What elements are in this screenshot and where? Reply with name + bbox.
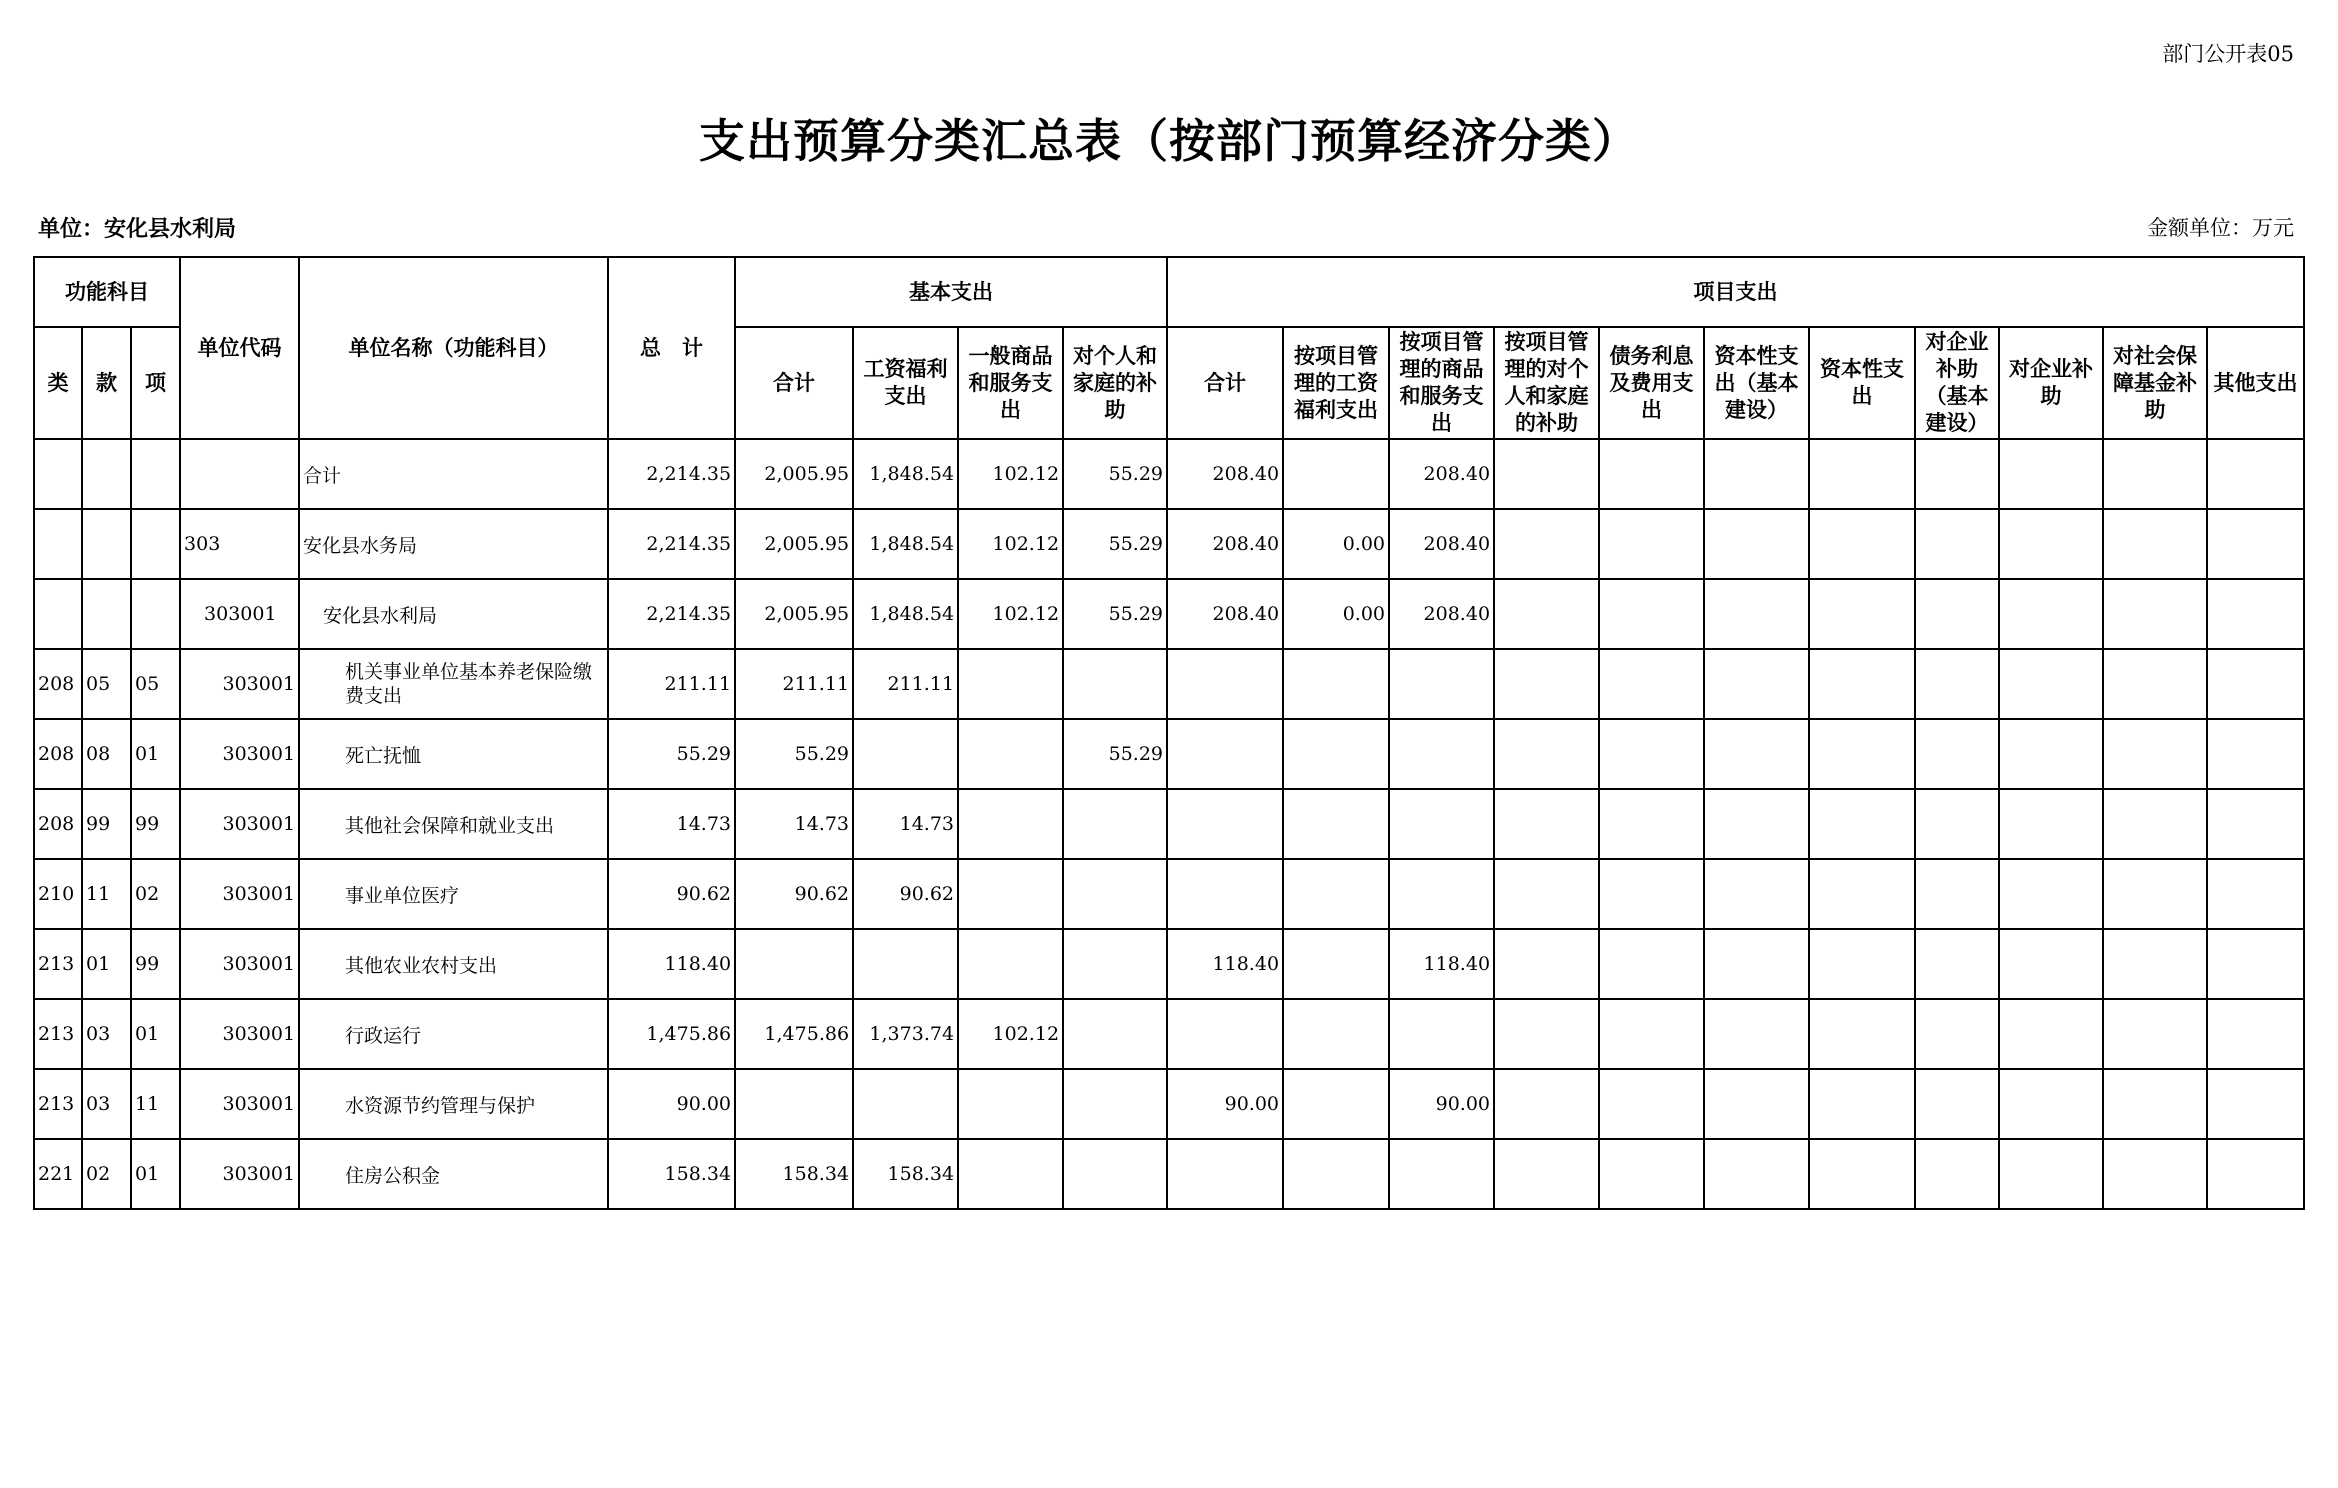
empty-cell <box>1915 929 1999 999</box>
cell-kuan: 03 <box>82 1069 131 1139</box>
empty-cell <box>1809 579 1915 649</box>
header-project-enterprise-infra: 对企业补助（基本建设） <box>1915 327 1999 439</box>
cell-kuan: 05 <box>82 649 131 719</box>
empty-cell <box>1494 929 1599 999</box>
header-basic-wage: 工资福利支出 <box>853 327 958 439</box>
cell-b-total: 55.29 <box>735 719 853 789</box>
table-row <box>34 929 2304 999</box>
empty-cell <box>1599 649 1704 719</box>
header-project-wage: 按项目管理的工资福利支出 <box>1283 327 1389 439</box>
empty-cell <box>1494 509 1599 579</box>
cell-lei: 208 <box>34 649 82 719</box>
cell-p-goods: 118.40 <box>1389 929 1494 999</box>
cell-b-total: 2,005.95 <box>735 509 853 579</box>
header-project-personal: 按项目管理的对个人和家庭的补助 <box>1494 327 1599 439</box>
empty-cell <box>1999 579 2103 649</box>
cell-xiang <box>131 509 180 579</box>
empty-cell <box>1494 649 1599 719</box>
header-project-debt: 债务利息及费用支出 <box>1599 327 1704 439</box>
empty-cell <box>1599 859 1704 929</box>
empty-cell <box>2207 1069 2304 1139</box>
cell-p-total <box>1167 789 1283 859</box>
cell-code: 303001 <box>180 1139 299 1209</box>
cell-total: 90.00 <box>608 1069 735 1139</box>
cell-name: 事业单位医疗 <box>299 859 608 929</box>
empty-cell <box>1704 789 1809 859</box>
cell-b-total: 158.34 <box>735 1139 853 1209</box>
cell-code: 303001 <box>180 859 299 929</box>
empty-cell <box>1915 579 1999 649</box>
empty-cell <box>1809 719 1915 789</box>
cell-p-total <box>1167 859 1283 929</box>
empty-cell <box>2207 719 2304 789</box>
cell-p-wage <box>1283 1069 1389 1139</box>
header-project-other: 其他支出 <box>2207 327 2304 439</box>
empty-cell <box>1599 509 1704 579</box>
empty-cell <box>1915 509 1999 579</box>
cell-b-wage: 1,373.74 <box>853 999 958 1069</box>
cell-total: 211.11 <box>608 649 735 719</box>
header-lei: 类 <box>34 327 82 439</box>
cell-p-goods <box>1389 649 1494 719</box>
cell-total: 158.34 <box>608 1139 735 1209</box>
cell-b-wage <box>853 1069 958 1139</box>
empty-cell <box>1494 1069 1599 1139</box>
cell-b-personal <box>1063 859 1167 929</box>
cell-b-goods: 102.12 <box>958 999 1063 1069</box>
cell-kuan: 11 <box>82 859 131 929</box>
cell-xiang: 01 <box>131 1139 180 1209</box>
cell-lei: 221 <box>34 1139 82 1209</box>
cell-b-total: 2,005.95 <box>735 439 853 509</box>
cell-p-total <box>1167 1139 1283 1209</box>
header-total: 总 计 <box>608 257 735 439</box>
cell-b-goods <box>958 859 1063 929</box>
cell-p-goods <box>1389 859 1494 929</box>
header-project-capital-infra: 资本性支出（基本建设） <box>1704 327 1809 439</box>
empty-cell <box>1915 1069 1999 1139</box>
empty-cell <box>1599 1139 1704 1209</box>
cell-p-goods: 208.40 <box>1389 509 1494 579</box>
page-title: 支出预算分类汇总表（按部门预算经济分类） <box>699 114 1639 168</box>
empty-cell <box>1704 999 1809 1069</box>
empty-cell <box>1999 439 2103 509</box>
empty-cell <box>1704 859 1809 929</box>
cell-b-personal <box>1063 999 1167 1069</box>
cell-kuan <box>82 509 131 579</box>
empty-cell <box>1999 509 2103 579</box>
empty-cell <box>2207 789 2304 859</box>
cell-b-wage: 1,848.54 <box>853 509 958 579</box>
empty-cell <box>1915 439 1999 509</box>
empty-cell <box>1915 649 1999 719</box>
cell-p-total: 118.40 <box>1167 929 1283 999</box>
cell-xiang <box>131 439 180 509</box>
cell-b-goods: 102.12 <box>958 439 1063 509</box>
empty-cell <box>1999 1139 2103 1209</box>
cell-xiang: 02 <box>131 859 180 929</box>
cell-code: 303001 <box>180 929 299 999</box>
empty-cell <box>1915 789 1999 859</box>
cell-code: 303001 <box>180 999 299 1069</box>
empty-cell <box>1999 789 2103 859</box>
cell-b-goods: 102.12 <box>958 579 1063 649</box>
header-func-subject: 功能科目 <box>34 257 180 327</box>
cell-b-wage: 90.62 <box>853 859 958 929</box>
header-unit-name: 单位名称（功能科目） <box>299 257 608 439</box>
empty-cell <box>1809 929 1915 999</box>
cell-lei: 213 <box>34 929 82 999</box>
empty-cell <box>2207 929 2304 999</box>
empty-cell <box>1494 789 1599 859</box>
cell-total: 2,214.35 <box>608 509 735 579</box>
empty-cell <box>2103 1069 2207 1139</box>
cell-b-goods <box>958 789 1063 859</box>
cell-kuan <box>82 439 131 509</box>
cell-code <box>180 439 299 509</box>
empty-cell <box>1809 789 1915 859</box>
empty-cell <box>2103 999 2207 1069</box>
cell-total: 14.73 <box>608 789 735 859</box>
cell-code: 303001 <box>180 719 299 789</box>
empty-cell <box>2103 859 2207 929</box>
empty-cell <box>2103 789 2207 859</box>
cell-b-goods: 102.12 <box>958 509 1063 579</box>
cell-xiang: 01 <box>131 999 180 1069</box>
empty-cell <box>1809 859 1915 929</box>
cell-code: 303001 <box>180 579 299 649</box>
header-basic-personal: 对个人和家庭的补助 <box>1063 327 1167 439</box>
empty-cell <box>2207 439 2304 509</box>
header-basic: 基本支出 <box>735 257 1167 327</box>
empty-cell <box>2103 1139 2207 1209</box>
empty-cell <box>1809 649 1915 719</box>
empty-cell <box>1704 579 1809 649</box>
cell-p-wage: 0.00 <box>1283 509 1389 579</box>
empty-cell <box>2103 509 2207 579</box>
cell-code: 303001 <box>180 649 299 719</box>
cell-b-total: 14.73 <box>735 789 853 859</box>
table-row <box>34 649 2304 719</box>
empty-cell <box>1999 929 2103 999</box>
cell-name: 安化县水务局 <box>299 509 608 579</box>
cell-lei: 210 <box>34 859 82 929</box>
cell-p-goods <box>1389 719 1494 789</box>
empty-cell <box>2207 999 2304 1069</box>
cell-p-wage <box>1283 929 1389 999</box>
cell-p-total <box>1167 999 1283 1069</box>
cell-b-total: 211.11 <box>735 649 853 719</box>
unit-label: 单位：安化县水利局 <box>38 216 237 242</box>
cell-p-goods <box>1389 789 1494 859</box>
cell-code: 303001 <box>180 1069 299 1139</box>
table-row <box>34 439 2304 509</box>
cell-kuan: 99 <box>82 789 131 859</box>
empty-cell <box>1999 1069 2103 1139</box>
empty-cell <box>1915 719 1999 789</box>
cell-b-personal: 55.29 <box>1063 719 1167 789</box>
cell-total: 55.29 <box>608 719 735 789</box>
cell-b-goods <box>958 1139 1063 1209</box>
empty-cell <box>1494 999 1599 1069</box>
cell-p-total: 208.40 <box>1167 509 1283 579</box>
table-row <box>34 1069 2304 1139</box>
cell-name: 水资源节约管理与保护 <box>299 1069 608 1139</box>
cell-total: 90.62 <box>608 859 735 929</box>
empty-cell <box>2103 929 2207 999</box>
cell-name: 安化县水利局 <box>299 579 608 649</box>
empty-cell <box>2103 579 2207 649</box>
empty-cell <box>1999 649 2103 719</box>
cell-kuan: 03 <box>82 999 131 1069</box>
cell-p-wage: 0.00 <box>1283 579 1389 649</box>
cell-kuan: 08 <box>82 719 131 789</box>
cell-lei: 213 <box>34 999 82 1069</box>
empty-cell <box>1809 999 1915 1069</box>
cell-xiang: 11 <box>131 1069 180 1139</box>
empty-cell <box>2103 719 2207 789</box>
table-row <box>34 579 2304 649</box>
currency-unit-label: 金额单位：万元 <box>2147 216 2294 240</box>
empty-cell <box>2103 439 2207 509</box>
empty-cell <box>2207 859 2304 929</box>
cell-b-total: 90.62 <box>735 859 853 929</box>
cell-b-personal: 55.29 <box>1063 579 1167 649</box>
cell-b-personal: 55.29 <box>1063 509 1167 579</box>
cell-xiang: 01 <box>131 719 180 789</box>
cell-b-wage: 158.34 <box>853 1139 958 1209</box>
empty-cell <box>1599 579 1704 649</box>
cell-b-goods <box>958 1069 1063 1139</box>
empty-cell <box>1494 859 1599 929</box>
cell-lei: 208 <box>34 719 82 789</box>
cell-p-wage <box>1283 719 1389 789</box>
table-row <box>34 789 2304 859</box>
header-basic-goods: 一般商品和服务支出 <box>958 327 1063 439</box>
cell-p-wage <box>1283 999 1389 1069</box>
cell-name: 其他社会保障和就业支出 <box>299 789 608 859</box>
cell-lei <box>34 579 82 649</box>
empty-cell <box>1599 1069 1704 1139</box>
table-row <box>34 509 2304 579</box>
cell-p-goods: 90.00 <box>1389 1069 1494 1139</box>
empty-cell <box>1599 439 1704 509</box>
cell-b-personal <box>1063 649 1167 719</box>
cell-b-wage: 1,848.54 <box>853 439 958 509</box>
cell-total: 118.40 <box>608 929 735 999</box>
empty-cell <box>1704 509 1809 579</box>
cell-name: 住房公积金 <box>299 1139 608 1209</box>
header-project-social-fund: 对社会保障基金补助 <box>2103 327 2207 439</box>
cell-xiang: 99 <box>131 929 180 999</box>
cell-b-wage: 14.73 <box>853 789 958 859</box>
cell-b-personal <box>1063 1139 1167 1209</box>
header-kuan: 款 <box>82 327 131 439</box>
empty-cell <box>1494 439 1599 509</box>
header-project-enterprise: 对企业补助 <box>1999 327 2103 439</box>
empty-cell <box>1809 1139 1915 1209</box>
empty-cell <box>1809 509 1915 579</box>
header-basic-total: 合计 <box>735 327 853 439</box>
cell-b-goods <box>958 719 1063 789</box>
empty-cell <box>1704 719 1809 789</box>
cell-p-total: 208.40 <box>1167 439 1283 509</box>
cell-lei: 208 <box>34 789 82 859</box>
empty-cell <box>1999 859 2103 929</box>
cell-kuan: 01 <box>82 929 131 999</box>
empty-cell <box>1599 929 1704 999</box>
cell-b-personal <box>1063 789 1167 859</box>
empty-cell <box>2103 649 2207 719</box>
cell-p-total <box>1167 649 1283 719</box>
cell-name: 死亡抚恤 <box>299 719 608 789</box>
empty-cell <box>1999 999 2103 1069</box>
cell-kuan <box>82 579 131 649</box>
header-project-goods: 按项目管理的商品和服务支出 <box>1389 327 1494 439</box>
cell-b-goods <box>958 649 1063 719</box>
form-code: 部门公开表05 <box>2162 42 2294 66</box>
empty-cell <box>1599 999 1704 1069</box>
table-row <box>34 859 2304 929</box>
header-project: 项目支出 <box>1167 257 2304 327</box>
empty-cell <box>1494 579 1599 649</box>
empty-cell <box>1915 1139 1999 1209</box>
cell-b-total: 2,005.95 <box>735 579 853 649</box>
cell-p-total: 208.40 <box>1167 579 1283 649</box>
cell-b-total <box>735 929 853 999</box>
cell-p-goods: 208.40 <box>1389 439 1494 509</box>
empty-cell <box>2207 509 2304 579</box>
cell-p-wage <box>1283 789 1389 859</box>
cell-p-wage <box>1283 649 1389 719</box>
cell-p-wage <box>1283 1139 1389 1209</box>
empty-cell <box>2207 1139 2304 1209</box>
cell-lei <box>34 439 82 509</box>
empty-cell <box>1494 719 1599 789</box>
table-row <box>34 1139 2304 1209</box>
empty-cell <box>1809 1069 1915 1139</box>
cell-xiang <box>131 579 180 649</box>
cell-total: 2,214.35 <box>608 439 735 509</box>
empty-cell <box>1915 999 1999 1069</box>
cell-total: 2,214.35 <box>608 579 735 649</box>
empty-cell <box>1915 859 1999 929</box>
cell-p-wage <box>1283 859 1389 929</box>
cell-p-wage <box>1283 439 1389 509</box>
cell-b-wage <box>853 719 958 789</box>
cell-xiang: 99 <box>131 789 180 859</box>
empty-cell <box>1704 1139 1809 1209</box>
cell-b-total: 1,475.86 <box>735 999 853 1069</box>
header-project-total: 合计 <box>1167 327 1283 439</box>
cell-name: 其他农业农村支出 <box>299 929 608 999</box>
table-row <box>34 999 2304 1069</box>
cell-b-total <box>735 1069 853 1139</box>
cell-p-goods: 208.40 <box>1389 579 1494 649</box>
cell-name: 行政运行 <box>299 999 608 1069</box>
empty-cell <box>1494 1139 1599 1209</box>
table-row <box>34 719 2304 789</box>
cell-p-goods <box>1389 1139 1494 1209</box>
empty-cell <box>1704 1069 1809 1139</box>
empty-cell <box>1599 789 1704 859</box>
cell-b-wage <box>853 929 958 999</box>
empty-cell <box>1704 929 1809 999</box>
empty-cell <box>1704 439 1809 509</box>
cell-xiang: 05 <box>131 649 180 719</box>
cell-total: 1,475.86 <box>608 999 735 1069</box>
empty-cell <box>2207 579 2304 649</box>
cell-code: 303001 <box>180 789 299 859</box>
header-xiang: 项 <box>131 327 180 439</box>
cell-p-total <box>1167 719 1283 789</box>
cell-name: 机关事业单位基本养老保险缴费支出 <box>299 649 608 719</box>
cell-code: 303 <box>180 509 299 579</box>
cell-b-personal: 55.29 <box>1063 439 1167 509</box>
cell-name: 合计 <box>299 439 608 509</box>
cell-b-goods <box>958 929 1063 999</box>
cell-p-goods <box>1389 999 1494 1069</box>
header-unit-code: 单位代码 <box>180 257 299 439</box>
cell-lei <box>34 509 82 579</box>
empty-cell <box>1704 649 1809 719</box>
cell-b-wage: 211.11 <box>853 649 958 719</box>
empty-cell <box>1599 719 1704 789</box>
empty-cell <box>1809 439 1915 509</box>
cell-p-total: 90.00 <box>1167 1069 1283 1139</box>
budget-table <box>33 256 2305 1210</box>
empty-cell <box>2207 649 2304 719</box>
empty-cell <box>1999 719 2103 789</box>
cell-b-wage: 1,848.54 <box>853 579 958 649</box>
cell-lei: 213 <box>34 1069 82 1139</box>
header-project-capital: 资本性支出 <box>1809 327 1915 439</box>
cell-b-personal <box>1063 1069 1167 1139</box>
cell-b-personal <box>1063 929 1167 999</box>
cell-kuan: 02 <box>82 1139 131 1209</box>
